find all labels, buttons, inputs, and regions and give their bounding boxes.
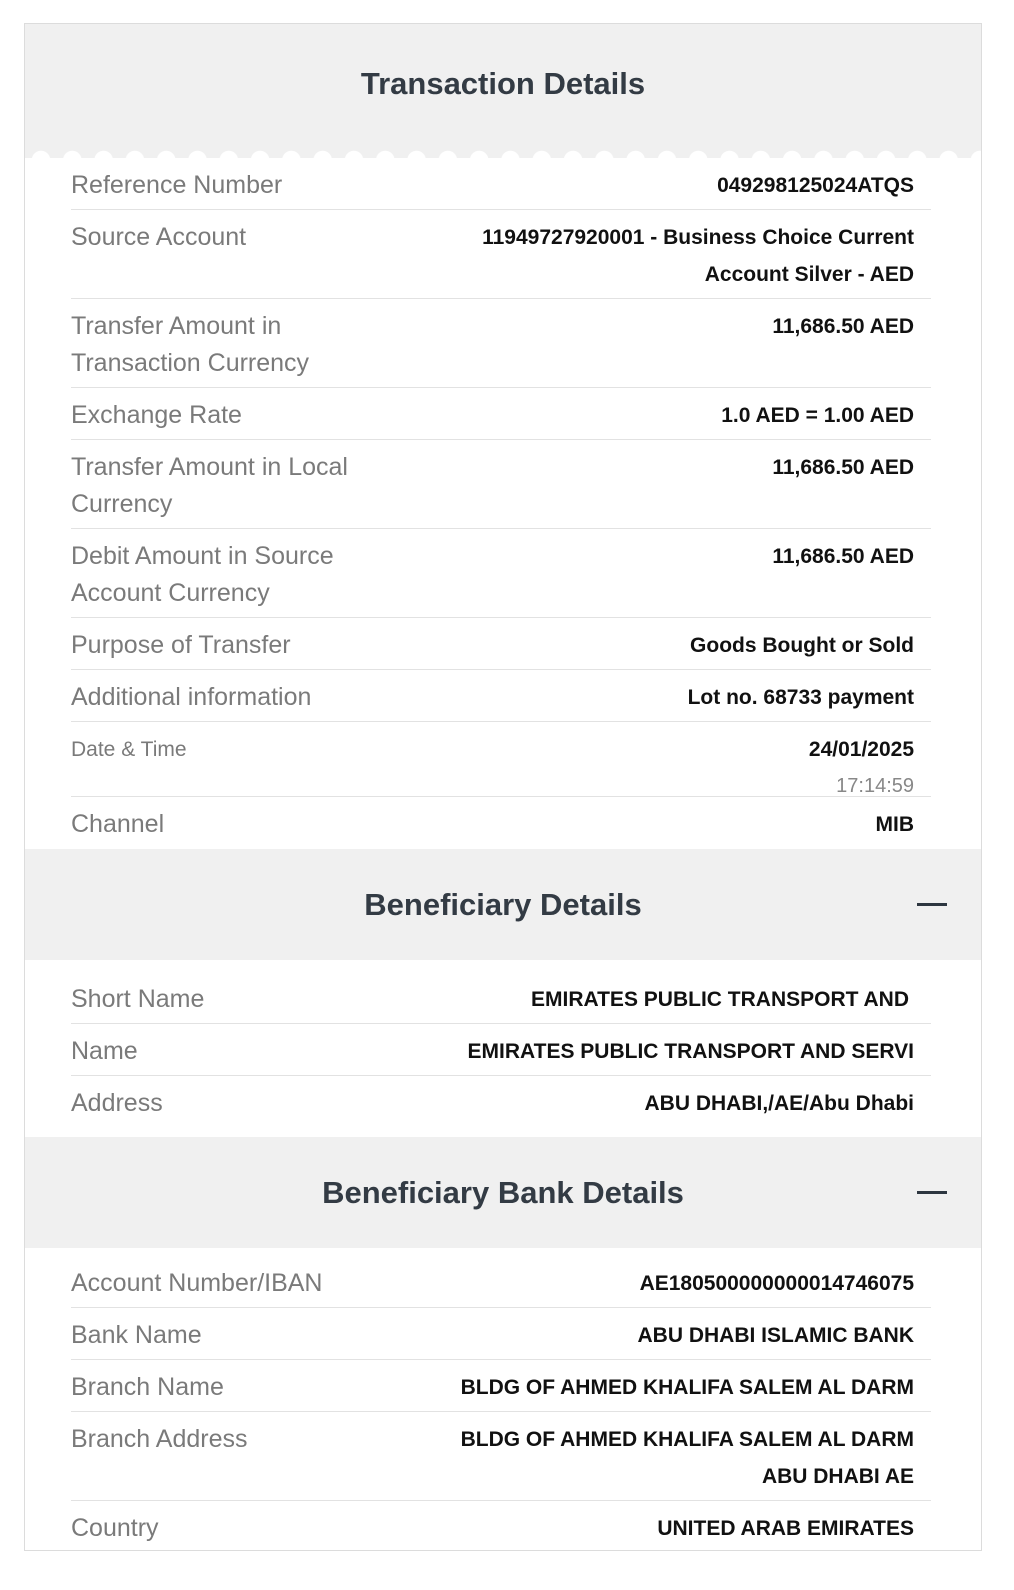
- row-address: [71, 1076, 931, 1137]
- row-account-number-iban: [71, 1256, 931, 1308]
- row-label: Branch Name: [71, 1373, 224, 1401]
- beneficiary-bank-details-title: Beneficiary Bank Details: [322, 1175, 684, 1210]
- row-label: Reference Number: [71, 171, 283, 199]
- row-value: Lot no. 68733 payment: [687, 686, 914, 709]
- row-date-time: [71, 722, 931, 797]
- row-label-line: Transfer Amount in Local: [71, 453, 348, 481]
- row-value-time: 17:14:59: [836, 775, 914, 797]
- row-value: 1.0 AED = 1.00 AED: [721, 404, 914, 427]
- row-label: Branch Address: [71, 1425, 248, 1453]
- row-value: AE180500000000014746075: [639, 1272, 914, 1295]
- row-label: Short Name: [71, 985, 205, 1013]
- row-label-line: Debit Amount in Source: [71, 542, 334, 570]
- row-value: Goods Bought or Sold: [690, 634, 914, 657]
- minus-icon[interactable]: [917, 903, 947, 906]
- row-label-line: Currency: [71, 490, 173, 518]
- row-value: ABU DHABI,/AE/Abu Dhabi: [644, 1092, 914, 1115]
- row-short-name: [71, 972, 931, 1024]
- beneficiary-bank-details-list: [25, 1248, 981, 1551]
- row-value: 11,686.50 AED: [772, 545, 914, 568]
- row-label: Date & Time: [71, 738, 187, 761]
- row-debit-amount: [71, 529, 931, 618]
- row-bank-name: [71, 1308, 931, 1360]
- row-value: [401, 731, 931, 805]
- row-label: Exchange Rate: [71, 401, 242, 429]
- row-value: 049298125024ATQS: [717, 174, 914, 197]
- row-name: [71, 1024, 931, 1076]
- row-branch-address: [71, 1412, 931, 1501]
- row-additional-information: [71, 670, 931, 722]
- row-value: 11,686.50 AED: [772, 456, 914, 479]
- beneficiary-details-header[interactable]: [25, 849, 981, 960]
- beneficiary-bank-details-header[interactable]: [25, 1137, 981, 1248]
- transaction-details-title: Transaction Details: [360, 66, 646, 101]
- row-value-line: 11949727920001 - Business Choice Current: [482, 226, 914, 249]
- row-transfer-amount-transaction-currency: [71, 299, 931, 388]
- row-label: Additional information: [71, 683, 312, 711]
- row-reference-number: [71, 158, 931, 210]
- row-value: UNITED ARAB EMIRATES: [657, 1517, 914, 1540]
- row-value: EMIRATES PUBLIC TRANSPORT AND SERVI: [467, 1040, 914, 1063]
- row-label: Address: [71, 1089, 163, 1117]
- row-source-account: [71, 210, 931, 299]
- row-label: Account Number/IBAN: [71, 1269, 323, 1297]
- row-label: Name: [71, 1037, 138, 1065]
- row-value-line: BLDG OF AHMED KHALIFA SALEM AL DARM: [460, 1428, 914, 1451]
- row-value: EMIRATES PUBLIC TRANSPORT AND: [531, 988, 909, 1011]
- row-value: BLDG OF AHMED KHALIFA SALEM AL DARM: [460, 1376, 914, 1399]
- row-label-line: Account Currency: [71, 579, 270, 607]
- row-value-date: 24/01/2025: [808, 738, 914, 761]
- row-value: MIB: [875, 813, 914, 836]
- row-label: Channel: [71, 810, 165, 838]
- row-branch-name: [71, 1360, 931, 1412]
- row-transfer-amount-local-currency: [71, 440, 931, 529]
- row-label: [71, 538, 401, 612]
- row-label: [71, 308, 401, 382]
- row-label: Country: [71, 1514, 159, 1542]
- row-value: [401, 219, 931, 293]
- row-label-line: Transaction Currency: [71, 349, 310, 377]
- row-label: Source Account: [71, 223, 247, 251]
- row-value: [401, 1421, 931, 1495]
- beneficiary-details-list: [25, 960, 981, 1137]
- transaction-receipt-card: [24, 23, 982, 1551]
- transaction-details-header: [25, 24, 981, 144]
- scalloped-edge: [25, 144, 981, 158]
- minus-icon[interactable]: [917, 1191, 947, 1194]
- row-exchange-rate: [71, 388, 931, 440]
- row-label-line: Transfer Amount in: [71, 312, 282, 340]
- transaction-details-list: [25, 158, 981, 849]
- row-purpose-of-transfer: [71, 618, 931, 670]
- row-label: [71, 449, 401, 523]
- row-country: [71, 1501, 931, 1551]
- row-value: 11,686.50 AED: [772, 315, 914, 338]
- row-value-line: Account Silver - AED: [704, 263, 914, 286]
- row-value-line: ABU DHABI AE: [761, 1465, 914, 1488]
- row-value: ABU DHABI ISLAMIC BANK: [637, 1324, 914, 1347]
- row-label: Bank Name: [71, 1321, 202, 1349]
- beneficiary-details-title: Beneficiary Details: [364, 887, 642, 922]
- row-label: Purpose of Transfer: [71, 631, 291, 659]
